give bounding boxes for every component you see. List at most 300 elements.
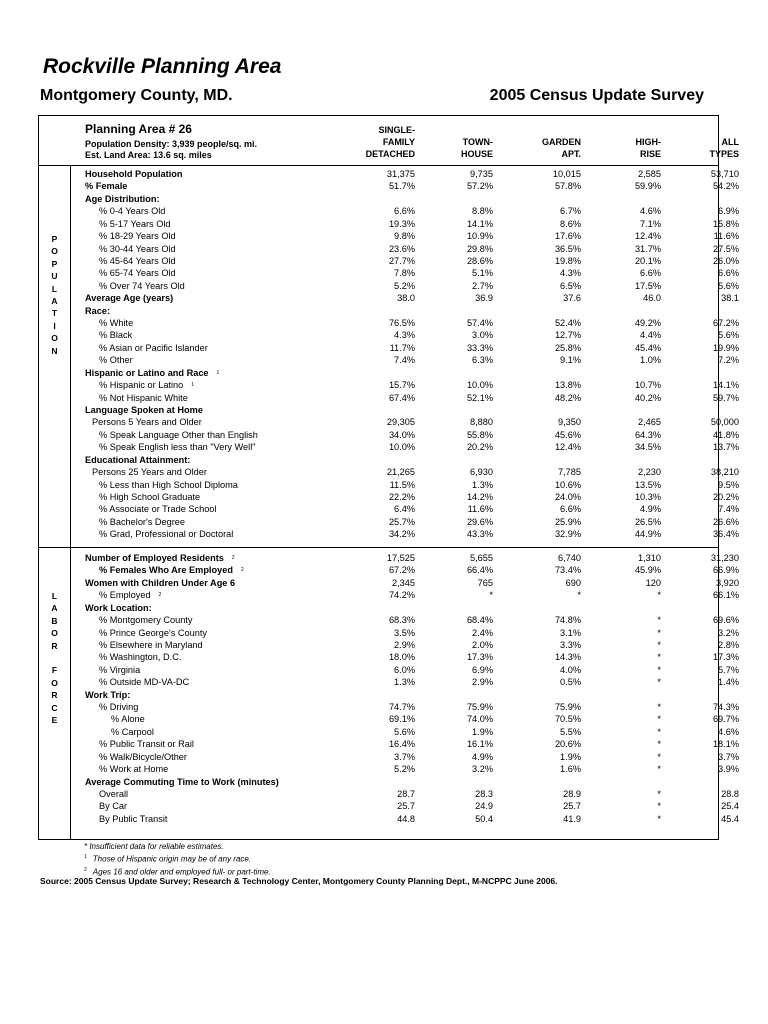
- cell-value: 7.4%: [394, 355, 415, 366]
- side-label-letter: P: [51, 234, 58, 244]
- cell-value: 120: [645, 577, 661, 588]
- cell-value: *: [657, 677, 661, 688]
- cell-value: 2,230: [638, 467, 661, 478]
- cell-value: 6,930: [470, 467, 493, 478]
- row-label: % 18-29 Years Old: [99, 231, 176, 242]
- side-label-letter: I: [53, 320, 56, 331]
- cell-value: 2.9%: [394, 639, 415, 650]
- cell-value: *: [489, 590, 493, 601]
- cell-value: 28.3: [475, 788, 493, 799]
- row-label: Language Spoken at Home: [85, 404, 203, 415]
- cell-value: 6.6%: [640, 268, 661, 279]
- table-row: [85, 193, 718, 205]
- cell-value: 5.6%: [718, 280, 739, 291]
- row-label: % 0-4 Years Old: [99, 206, 166, 217]
- footnote-marker: 2: [158, 592, 162, 599]
- cell-value: 4.6%: [640, 206, 661, 217]
- table-row: [85, 564, 739, 576]
- side-label-letter: A: [51, 296, 58, 307]
- cell-value: 4.9%: [640, 504, 661, 515]
- row-label: % Driving: [99, 702, 139, 713]
- table-row: [85, 267, 739, 279]
- cell-value: 6,740: [558, 553, 581, 563]
- cell-value: 13.7%: [712, 442, 739, 453]
- cell-value: 38.0: [397, 293, 415, 304]
- row-label: % Speak English less than "Very Well": [99, 442, 256, 453]
- cell-value: 10.6%: [554, 479, 581, 490]
- cell-value: 26.0%: [712, 255, 739, 266]
- table-row: [85, 664, 739, 676]
- column-header: HIGH- RISE: [635, 137, 661, 159]
- cell-value: 45.4: [721, 813, 739, 824]
- table-row: [85, 800, 739, 812]
- cell-value: 1.3%: [394, 677, 415, 688]
- cell-value: 44.9%: [634, 529, 661, 540]
- row-label: % Hispanic or Latino $^1$: [99, 380, 195, 391]
- table-row: [85, 602, 718, 614]
- cell-value: 57.8%: [554, 181, 581, 192]
- cell-value: 74.8%: [554, 615, 581, 626]
- cell-value: 75.9%: [466, 702, 493, 713]
- cell-value: 40.2%: [634, 392, 661, 403]
- cell-value: 21,265: [386, 467, 415, 478]
- cell-value: 75.9%: [554, 702, 581, 713]
- row-label: % Carpool: [111, 726, 154, 737]
- cell-value: 5.6%: [718, 330, 739, 341]
- cell-value: 28.7: [397, 788, 415, 799]
- cell-value: 9,350: [558, 417, 581, 428]
- table-row: [85, 676, 739, 688]
- cell-value: 6.4%: [394, 504, 415, 515]
- cell-value: 10.9%: [466, 231, 493, 242]
- cell-value: 52.4%: [554, 318, 581, 329]
- table-row: [85, 466, 739, 478]
- cell-value: *: [657, 726, 661, 737]
- row-label: % Grad, Professional or Doctoral: [99, 529, 234, 540]
- cell-value: 26.5%: [634, 516, 661, 527]
- cell-value: 25.4: [721, 801, 739, 812]
- cell-value: 3.3%: [560, 639, 581, 650]
- row-label: Age Distribution:: [85, 193, 160, 204]
- cell-value: 7.2%: [718, 355, 739, 366]
- footnote-marker: 2: [240, 567, 244, 574]
- cell-value: 11.7%: [389, 342, 415, 353]
- cell-value: 51.7%: [388, 181, 415, 192]
- row-label: % Public Transit or Rail: [99, 739, 194, 750]
- cell-value: 74.2%: [388, 590, 415, 601]
- cell-value: 5.6%: [394, 726, 415, 737]
- row-label: % Work at Home: [99, 764, 169, 775]
- row-label: % Virginia: [99, 664, 141, 675]
- cell-value: 20.2%: [466, 442, 493, 453]
- table-row: [85, 367, 718, 379]
- cell-value: 24.9: [475, 801, 493, 812]
- cell-value: *: [657, 739, 661, 750]
- cell-value: 5,655: [470, 553, 493, 563]
- table-row: [85, 491, 739, 503]
- cell-value: 68.3%: [388, 615, 415, 626]
- row-label: % Females Who Are Employed $^2$: [99, 565, 244, 576]
- footnote-marker: 2: [231, 555, 235, 561]
- row-label: % 30-44 Years Old: [99, 243, 176, 254]
- row-label: By Public Transit: [99, 813, 168, 824]
- table-row: [85, 416, 739, 428]
- table-row: [85, 305, 718, 317]
- footnote-marker: 1: [216, 369, 220, 376]
- row-label: % Other: [99, 355, 133, 366]
- footnote: $^2$ Ages 16 and older and employed full- or part-time.: [84, 866, 271, 877]
- planning-area-title: Planning Area # 26: [85, 122, 192, 136]
- cell-value: 17,525: [386, 553, 415, 563]
- row-label: Hispanic or Latino and Race $^1$: [85, 367, 220, 378]
- cell-value: 7.8%: [394, 268, 415, 279]
- side-label-letter: [39, 652, 70, 664]
- cell-value: 66.1%: [712, 590, 739, 601]
- cell-value: 690: [565, 577, 581, 588]
- cell-value: 5.7%: [718, 664, 739, 675]
- cell-value: 11.6%: [713, 231, 739, 242]
- cell-value: 6.6%: [718, 268, 739, 279]
- cell-value: 3.2%: [472, 764, 493, 775]
- cell-value: *: [657, 714, 661, 725]
- cell-value: 33.3%: [466, 342, 493, 353]
- row-label: Household Population: [85, 169, 183, 179]
- cell-value: 3.7%: [394, 751, 415, 762]
- row-label: % Employed $^2$: [99, 590, 162, 601]
- cell-value: *: [657, 590, 661, 601]
- row-label: % Elsewhere in Maryland: [99, 639, 203, 650]
- row-label: % Speak Language Other than English: [99, 429, 258, 440]
- cell-value: 6.9%: [472, 664, 493, 675]
- cell-value: 28.9: [563, 788, 581, 799]
- side-label-letter: C: [51, 702, 58, 713]
- cell-value: 5.2%: [394, 764, 415, 775]
- cell-value: 6.5%: [560, 280, 581, 291]
- cell-value: 16.1%: [466, 739, 493, 750]
- cell-value: 3.1%: [560, 627, 581, 638]
- cell-value: 6.7%: [560, 206, 581, 217]
- row-label: Number of Employed Residents $^2$: [85, 553, 235, 563]
- side-label-letter: R: [51, 640, 58, 651]
- cell-value: 31.7%: [634, 243, 661, 254]
- side-label-letter: O: [51, 246, 58, 257]
- cell-value: 14.3%: [554, 652, 581, 663]
- cell-value: 0.5%: [560, 677, 581, 688]
- cell-value: 66.4%: [466, 565, 493, 576]
- row-label: Work Trip:: [85, 689, 131, 700]
- cell-value: 10.3%: [634, 491, 661, 502]
- table-row: [85, 552, 739, 564]
- table-row: [85, 503, 739, 515]
- column-header: GARDEN APT.: [541, 137, 581, 159]
- cell-value: 1.4%: [718, 677, 739, 688]
- cell-value: 5.5%: [560, 726, 581, 737]
- table-row: [85, 218, 739, 230]
- cell-value: 24.0%: [554, 491, 581, 502]
- row-label: % White: [99, 318, 134, 329]
- table-row: [85, 651, 739, 663]
- table-row: [85, 713, 739, 725]
- cell-value: 1,310: [638, 553, 661, 563]
- cell-value: 5.1%: [472, 268, 493, 279]
- side-label-letter: B: [51, 615, 58, 626]
- cell-value: 7.1%: [640, 218, 661, 229]
- column-header: ALL TYPES: [709, 137, 739, 159]
- cell-value: 38,210: [710, 467, 739, 478]
- side-label-letter: O: [51, 677, 58, 688]
- table-row: [85, 329, 739, 341]
- cell-value: 10.0%: [466, 380, 493, 391]
- cell-value: 57.4%: [466, 318, 493, 329]
- cell-value: 2.8%: [718, 639, 739, 650]
- side-label-letter: L: [51, 591, 58, 601]
- cell-value: 76.5%: [388, 318, 415, 329]
- row-label: % High School Graduate: [99, 491, 201, 502]
- cell-value: *: [657, 764, 661, 775]
- table-row: [85, 738, 739, 750]
- cell-value: 20.1%: [634, 255, 661, 266]
- population-side-label: [39, 233, 70, 357]
- cell-value: 32.9%: [554, 529, 581, 540]
- cell-value: 6.6%: [560, 504, 581, 515]
- cell-value: 1.9%: [560, 751, 581, 762]
- cell-value: 1.0%: [640, 355, 661, 366]
- cell-value: 55.8%: [466, 429, 493, 440]
- cell-value: 6.9%: [718, 206, 739, 217]
- table-row: [85, 441, 739, 453]
- cell-value: 53,710: [710, 169, 739, 179]
- cell-value: 48.2%: [554, 392, 581, 403]
- cell-value: 6.3%: [472, 355, 493, 366]
- cell-value: 3,920: [716, 577, 739, 588]
- cell-value: 57.2%: [466, 181, 493, 192]
- cell-value: 25.7%: [388, 516, 415, 527]
- row-label: % Alone: [111, 714, 145, 725]
- cell-value: 2.4%: [472, 627, 493, 638]
- cell-value: 59.7%: [712, 392, 739, 403]
- side-label-letter: O: [51, 628, 58, 639]
- cell-value: 34.0%: [388, 429, 415, 440]
- row-label: % Over 74 Years Old: [99, 280, 185, 291]
- row-label: % 45-64 Years Old: [99, 255, 176, 266]
- cell-value: 12.7%: [554, 330, 581, 341]
- footnote: * Insufficient data for reliable estimates.: [84, 842, 224, 851]
- row-label: % Associate or Trade School: [99, 504, 217, 515]
- cell-value: 25.9%: [554, 516, 581, 527]
- cell-value: 3.2%: [718, 627, 739, 638]
- cell-value: 8.6%: [560, 218, 581, 229]
- cell-value: 68.4%: [466, 615, 493, 626]
- table-row: [85, 577, 739, 589]
- side-label-letter: U: [51, 271, 58, 282]
- cell-value: 36.5%: [554, 243, 581, 254]
- table-row: [85, 180, 739, 192]
- cell-value: 74.3%: [712, 702, 739, 713]
- cell-value: 52.1%: [466, 392, 493, 403]
- cell-value: 12.4%: [634, 231, 661, 242]
- cell-value: 765: [477, 577, 493, 588]
- cell-value: 2.7%: [472, 280, 493, 291]
- cell-value: 69.1%: [388, 714, 415, 725]
- table-row: [85, 788, 739, 800]
- table-row: [85, 701, 739, 713]
- cell-value: 14.1%: [466, 218, 493, 229]
- cell-value: 31,230: [710, 553, 739, 563]
- cell-value: 67.2%: [388, 565, 415, 576]
- cell-value: 4.4%: [640, 330, 661, 341]
- cell-value: 6.0%: [394, 664, 415, 675]
- table-row: [85, 627, 739, 639]
- cell-value: 50.4: [475, 813, 493, 824]
- cell-value: 17.3%: [712, 652, 739, 663]
- table-row: [85, 342, 739, 354]
- cell-value: 2,585: [638, 169, 661, 179]
- cell-value: *: [577, 590, 581, 601]
- table-row: [85, 429, 739, 441]
- cell-value: 10.0%: [388, 442, 415, 453]
- table-row: [85, 776, 718, 788]
- section-divider: [39, 547, 718, 548]
- cell-value: 9.5%: [718, 479, 739, 490]
- cell-value: 3.0%: [472, 330, 493, 341]
- row-label: Educational Attainment:: [85, 454, 191, 465]
- table-row: [85, 589, 739, 601]
- cell-value: 3.9%: [718, 764, 739, 775]
- cell-value: 74.0%: [466, 714, 493, 725]
- table-row: [85, 205, 739, 217]
- cell-value: 9,735: [470, 169, 493, 179]
- table-row: [85, 454, 718, 466]
- cell-value: 70.5%: [554, 714, 581, 725]
- cell-value: 20.6%: [554, 739, 581, 750]
- cell-value: 6.6%: [394, 206, 415, 217]
- cell-value: 49.2%: [634, 318, 661, 329]
- cell-value: 26.6%: [712, 516, 739, 527]
- cell-value: 14.2%: [466, 491, 493, 502]
- cell-value: 1.3%: [472, 479, 493, 490]
- cell-value: 3.5%: [394, 627, 415, 638]
- cell-value: 41.8%: [712, 429, 739, 440]
- cell-value: 22.2%: [388, 491, 415, 502]
- side-label-letter: P: [51, 258, 58, 269]
- source-line: Source: 2005 Census Update Survey; Research & Technology Center, Montgomery County Planning Dept., M-NCPPC June 2006.: [40, 876, 558, 886]
- cell-value: 2.0%: [472, 639, 493, 650]
- cell-value: 5.2%: [394, 280, 415, 291]
- side-label-letter: R: [51, 690, 58, 701]
- row-label: % Prince George's County: [99, 627, 207, 638]
- row-label: % Bachelor's Degree: [99, 516, 186, 527]
- cell-value: 14.1%: [712, 380, 739, 391]
- cell-value: 59.9%: [634, 181, 661, 192]
- table-row: [85, 516, 739, 528]
- cell-value: 17.5%: [634, 280, 661, 291]
- side-label-letter: N: [51, 345, 58, 356]
- cell-value: *: [657, 801, 661, 812]
- footnotes: [84, 841, 271, 877]
- cell-value: *: [657, 627, 661, 638]
- population-density: Population Density: 3,939 people/sq. mi.: [85, 139, 258, 149]
- cell-value: 34.5%: [634, 442, 661, 453]
- cell-value: 28.8: [721, 788, 739, 799]
- cell-value: 17.3%: [466, 652, 493, 663]
- row-label: Average Commuting Time to Work (minutes): [85, 776, 279, 787]
- table-row: [85, 479, 739, 491]
- table-row: [85, 392, 739, 404]
- cell-value: 20.2%: [712, 491, 739, 502]
- cell-value: 27.5%: [712, 243, 739, 254]
- cell-value: 25.7: [397, 801, 415, 812]
- table-row: [85, 726, 739, 738]
- cell-value: 1.9%: [472, 726, 493, 737]
- cell-value: 4.6%: [718, 726, 739, 737]
- cell-value: 34.2%: [388, 529, 415, 540]
- cell-value: 67.2%: [712, 318, 739, 329]
- row-label: % Black: [99, 330, 133, 341]
- cell-value: 7,785: [558, 467, 581, 478]
- cell-value: *: [657, 788, 661, 799]
- cell-value: 29.8%: [466, 243, 493, 254]
- row-label: % 5-17 Years Old: [99, 218, 171, 229]
- cell-value: 23.6%: [388, 243, 415, 254]
- cell-value: 2,465: [638, 417, 661, 428]
- county-subtitle: Montgomery County, MD.: [40, 87, 233, 104]
- cell-value: 36.4%: [712, 529, 739, 540]
- cell-value: 15.7%: [388, 380, 415, 391]
- side-label-letter: T: [51, 308, 58, 319]
- table-row: [85, 813, 739, 825]
- cell-value: 44.8: [397, 813, 415, 824]
- table-row: [85, 354, 739, 366]
- cell-value: 17.6%: [554, 231, 581, 242]
- cell-value: 46.0: [643, 293, 661, 304]
- cell-value: 43.3%: [466, 529, 493, 540]
- cell-value: 45.6%: [554, 429, 581, 440]
- cell-value: 31,375: [386, 169, 415, 179]
- cell-value: 25.7: [563, 801, 581, 812]
- cell-value: 13.5%: [634, 479, 661, 490]
- cell-value: 69.7%: [712, 714, 739, 725]
- table-row: [85, 230, 739, 242]
- survey-subtitle: 2005 Census Update Survey: [489, 87, 704, 104]
- cell-value: 28.6%: [466, 255, 493, 266]
- table-row: [85, 317, 739, 329]
- row-label: % Less than High School Diploma: [99, 479, 238, 490]
- cell-value: *: [657, 702, 661, 713]
- cell-value: 45.9%: [634, 565, 661, 576]
- row-label: % Montgomery County: [99, 615, 193, 626]
- cell-value: 9.1%: [560, 355, 581, 366]
- land-area: Est. Land Area: 13.6 sq. miles: [85, 150, 212, 160]
- cell-value: 10.7%: [634, 380, 661, 391]
- header-divider: [39, 165, 718, 166]
- cell-value: 15.8%: [712, 218, 739, 229]
- table-row: [85, 255, 739, 267]
- row-label: Overall: [99, 788, 129, 799]
- row-label: % Asian or Pacific Islander: [99, 342, 208, 353]
- cell-value: 2.9%: [472, 677, 493, 688]
- row-label: By Car: [99, 801, 128, 812]
- cell-value: 38.1: [721, 293, 739, 304]
- cell-value: 11.5%: [389, 479, 415, 490]
- cell-value: 10,015: [552, 169, 581, 179]
- cell-value: 41.9: [563, 813, 581, 824]
- cell-value: 19.9%: [712, 342, 739, 353]
- cell-value: 27.7%: [388, 255, 415, 266]
- side-label-divider: [70, 165, 71, 839]
- cell-value: *: [657, 639, 661, 650]
- side-label-letter: O: [51, 333, 58, 344]
- cell-value: 69.6%: [712, 615, 739, 626]
